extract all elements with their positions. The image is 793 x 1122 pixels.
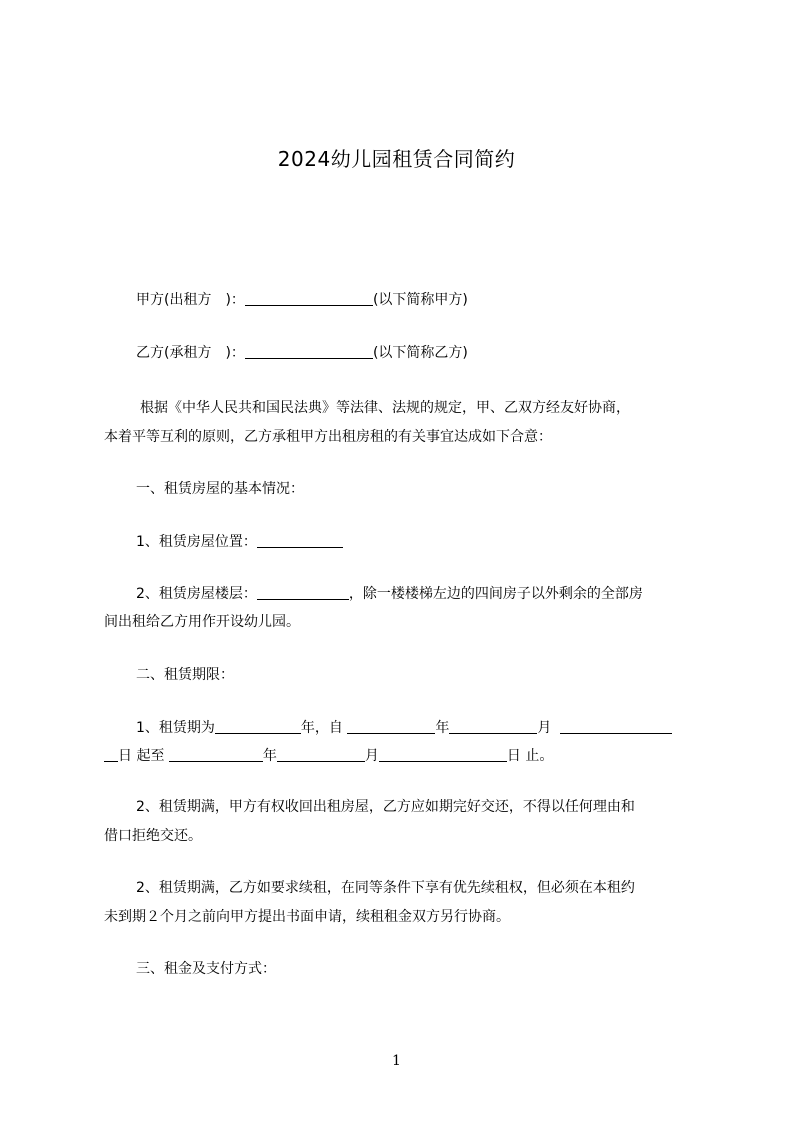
intro-line-2: 本着平等互利的原则，乙方承租甲方出租房租的有关事宜达成如下合意： bbox=[104, 429, 552, 445]
s2-item-2-line-1: 2、租赁期满，甲方有权收回出租房屋，乙方应如期完好交还，不得以任何理由和 bbox=[136, 799, 635, 815]
start-year-blank[interactable] bbox=[347, 717, 435, 734]
s2-item-1-text-d: 月 bbox=[537, 720, 552, 736]
term-years-blank[interactable] bbox=[215, 717, 301, 734]
s2-item-1-line-1 bbox=[136, 714, 746, 743]
party-a-line bbox=[136, 286, 746, 315]
s2-item-1-text-c: 年 bbox=[435, 720, 450, 736]
party-b-suffix: (以下简称乙方) bbox=[372, 345, 468, 361]
end-year-blank[interactable] bbox=[169, 745, 263, 762]
s2-item-1-text-e: 日 起至 bbox=[118, 748, 165, 764]
s1-item-2-line-2: 间出租给乙方用作开设幼儿园。 bbox=[104, 614, 300, 630]
s2-item-2-line-2: 借口拒绝交还。 bbox=[104, 828, 202, 844]
page-number: 1 bbox=[392, 1053, 401, 1069]
end-day-blank[interactable] bbox=[379, 745, 507, 762]
s2-item-1-text-g: 月 bbox=[364, 748, 379, 764]
party-a-label: 甲方(出租方 )： bbox=[136, 292, 245, 308]
end-month-blank[interactable] bbox=[277, 745, 365, 762]
s1-item-1 bbox=[136, 528, 746, 557]
start-day-blank[interactable] bbox=[560, 717, 672, 734]
location-blank[interactable] bbox=[257, 531, 343, 548]
section-3-heading: 三、租金及支付方式： bbox=[136, 961, 276, 977]
intro-line-1: 根据《中华人民共和国民法典》等法律、法规的规定，甲、乙双方经友好协商， bbox=[140, 400, 630, 416]
party-b-label: 乙方(承租方 )： bbox=[136, 345, 245, 361]
s2-item-1-line-2 bbox=[104, 742, 714, 771]
section-1-heading: 一、租赁房屋的基本情况： bbox=[136, 481, 304, 497]
s2-item-3-line-1: 2、租赁期满，乙方如要求续租，在同等条件下享有优先续租权，但必须在本租约 bbox=[136, 880, 635, 896]
s2-item-3-line-2: 未到期２个月之前向甲方提出书面申请，续租租金双方另行协商。 bbox=[104, 909, 510, 925]
start-month-blank[interactable] bbox=[449, 717, 537, 734]
s2-item-1-text-b: 年，自 bbox=[300, 720, 343, 736]
s2-item-1-text-f: 年 bbox=[262, 748, 277, 764]
s1-item-2-rest: ，除一楼楼梯左边的四间房子以外剩余的全部房 bbox=[348, 586, 643, 602]
section-2-heading: 二、租赁期限： bbox=[136, 667, 234, 683]
party-b-line bbox=[136, 339, 746, 368]
s2-item-1-text-h: 日 止。 bbox=[506, 748, 554, 764]
s1-item-1-label: 1、租赁房屋位置： bbox=[136, 534, 257, 550]
floor-blank[interactable] bbox=[257, 583, 349, 600]
party-a-blank[interactable] bbox=[245, 289, 373, 306]
s1-item-2 bbox=[136, 580, 746, 609]
party-b-blank[interactable] bbox=[245, 342, 373, 359]
document-title: 2024幼儿园租赁合同简约 bbox=[277, 147, 516, 171]
s1-item-2-label: 2、租赁房屋楼层： bbox=[136, 586, 257, 602]
s2-item-1-text-a: 1、租赁期为 bbox=[136, 720, 215, 736]
start-day-blank-cont[interactable] bbox=[104, 745, 118, 762]
party-a-suffix: (以下简称甲方) bbox=[372, 292, 468, 308]
